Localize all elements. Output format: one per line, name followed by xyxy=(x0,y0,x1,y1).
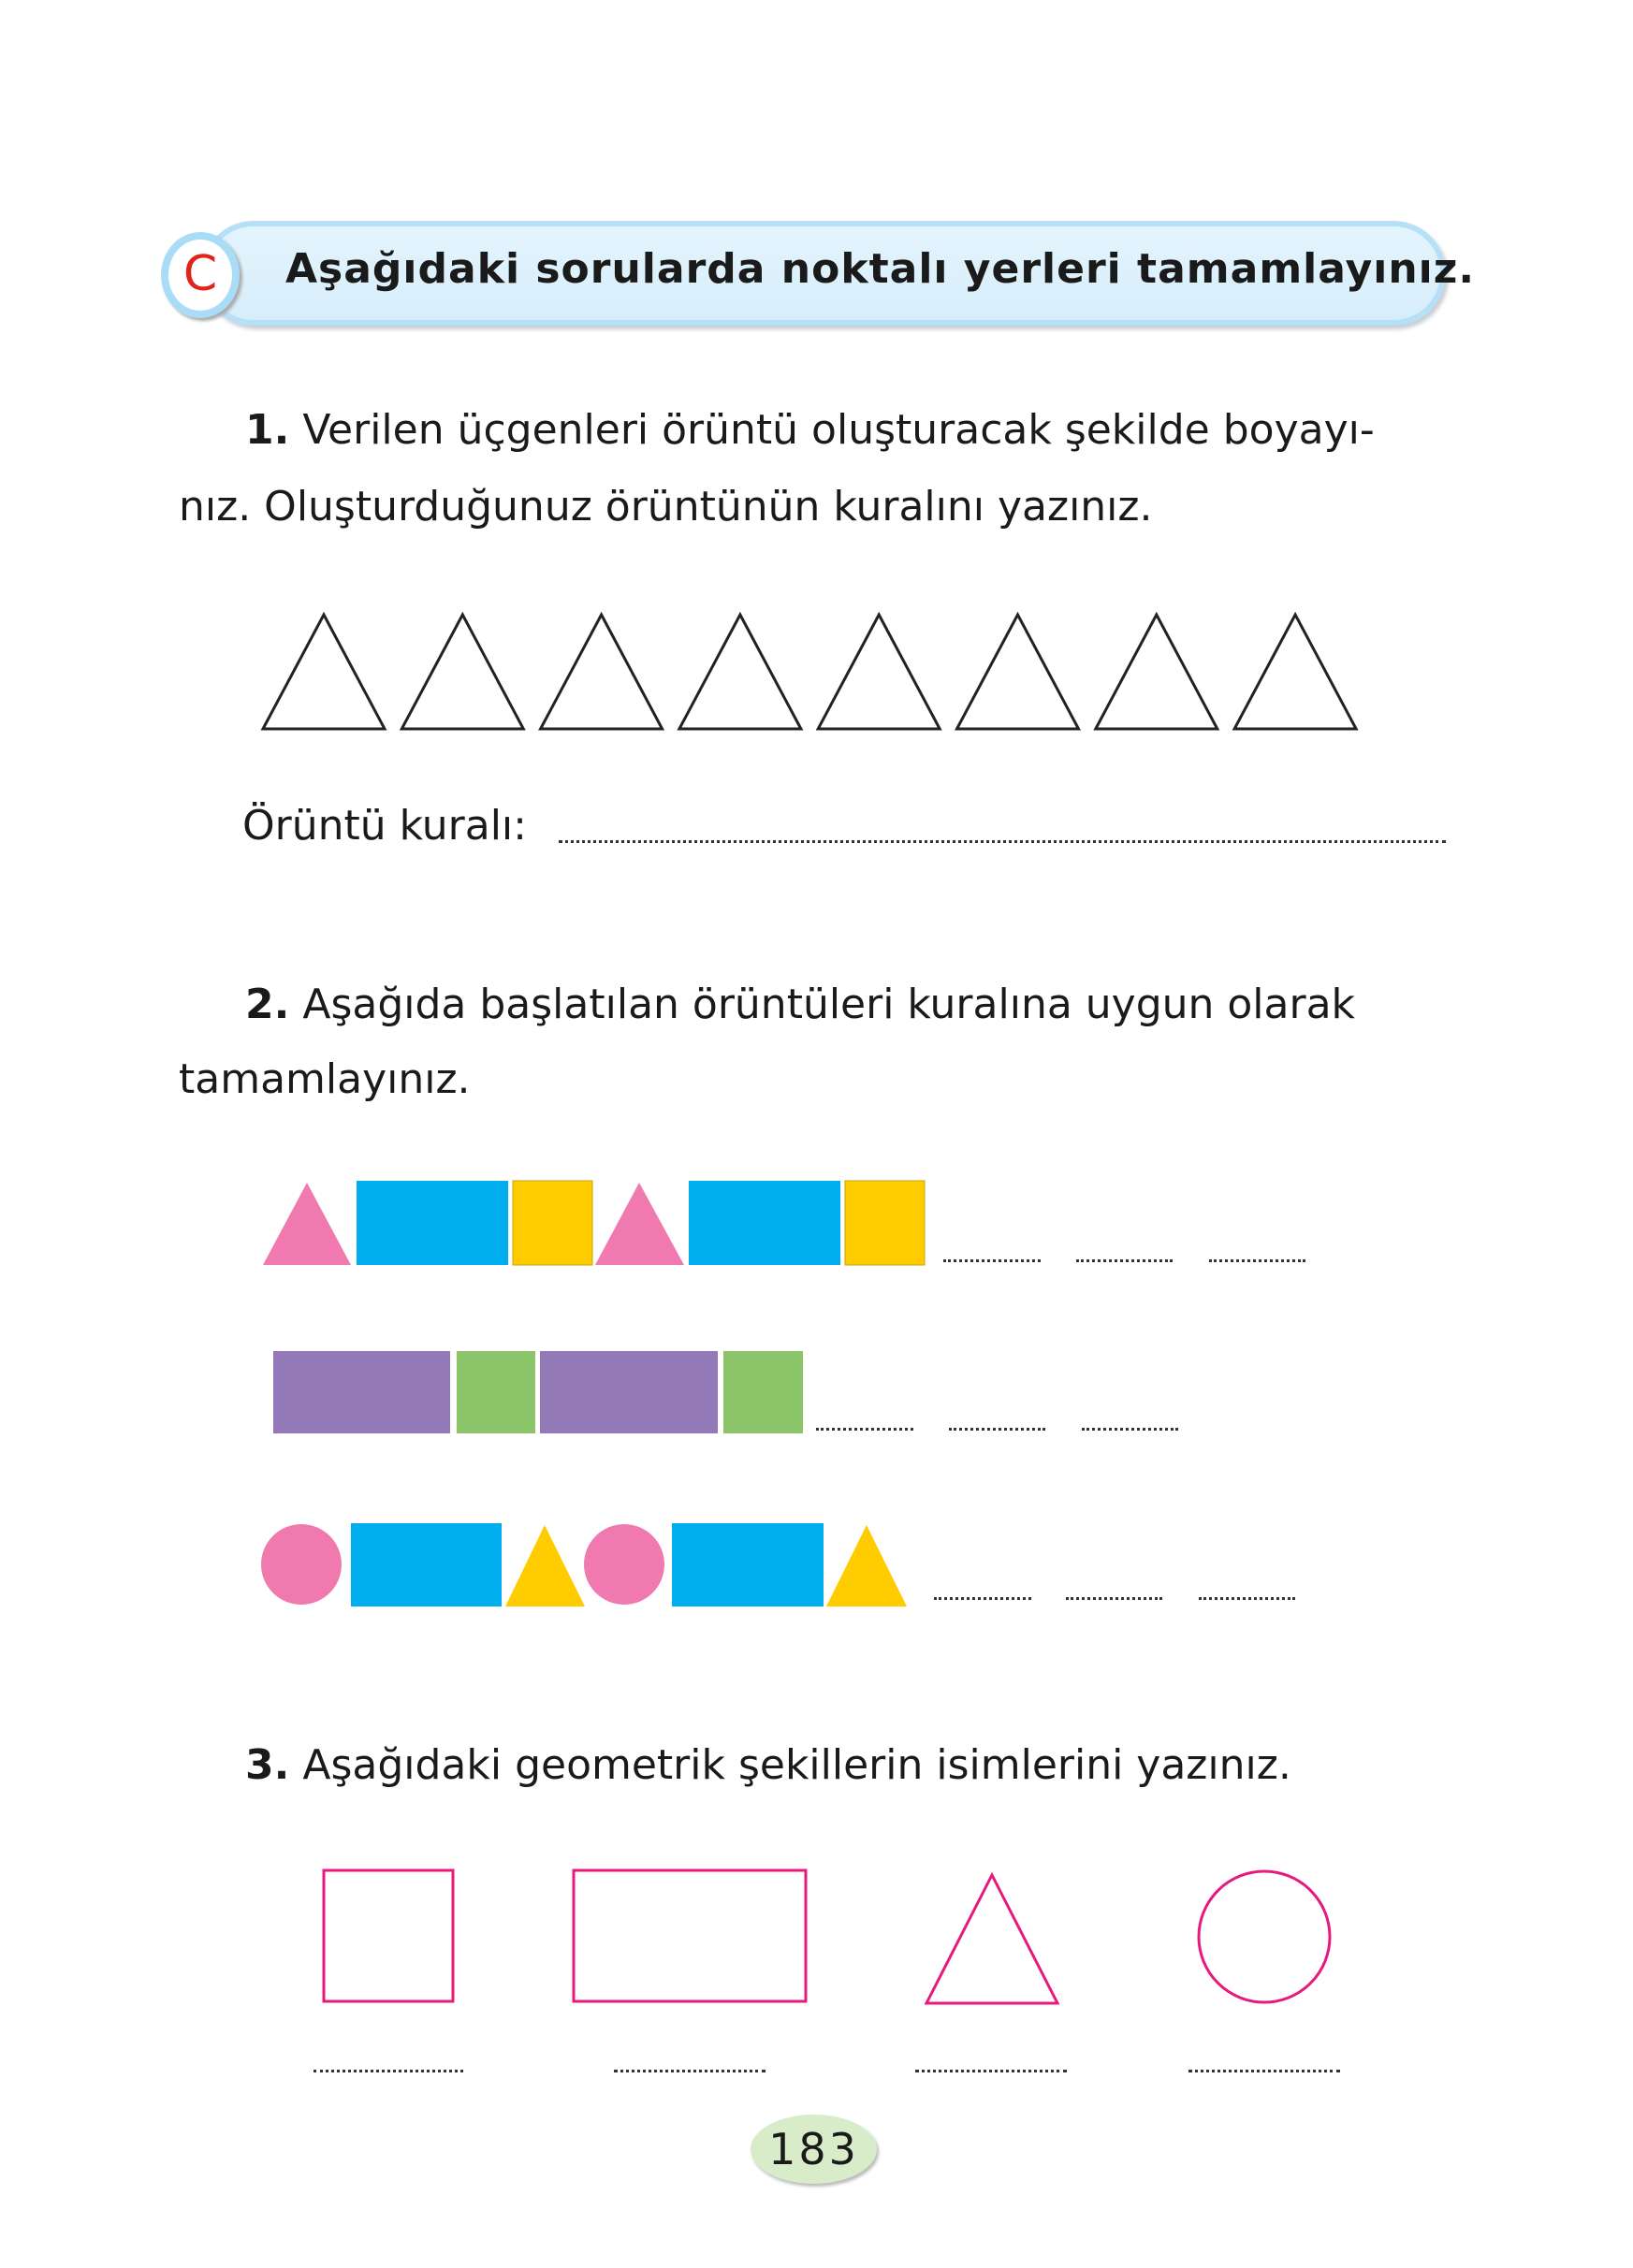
blank-triangle[interactable] xyxy=(679,615,801,729)
blank-triangle[interactable] xyxy=(818,615,940,729)
page-number: 183 xyxy=(751,2115,877,2184)
blue-rectangle xyxy=(351,1523,502,1606)
blank-triangle[interactable] xyxy=(541,615,663,729)
pink-circle xyxy=(584,1524,664,1605)
purple-rectangle xyxy=(540,1351,718,1433)
blue-rectangle xyxy=(357,1181,508,1265)
pattern-rule-label: Örüntü kuralı: xyxy=(242,802,527,850)
pink-triangle xyxy=(595,1183,684,1265)
answer-blank[interactable] xyxy=(949,1428,1045,1431)
section-title: Aşağıdaki sorularda noktalı yerleri tamamlayınız. xyxy=(285,245,1476,293)
q2-line1 xyxy=(245,981,1355,1028)
answer-blank[interactable] xyxy=(816,1428,913,1431)
blank-triangle[interactable] xyxy=(401,615,523,729)
answer-blank[interactable] xyxy=(1066,1597,1162,1600)
q1-number: 1. xyxy=(245,406,290,454)
q3-line xyxy=(245,1741,1291,1789)
outline-square xyxy=(324,1870,453,2001)
pink-circle xyxy=(261,1524,342,1605)
green-square xyxy=(723,1351,803,1433)
outline-circle xyxy=(1199,1871,1330,2002)
q3-text: Aşağıdaki geometrik şekillerin isimlerini yazınız. xyxy=(302,1741,1291,1789)
pink-triangle xyxy=(263,1183,351,1265)
shape-name-blank[interactable] xyxy=(1188,2070,1340,2072)
shape-name-blank[interactable] xyxy=(313,2070,463,2072)
purple-rectangle xyxy=(273,1351,450,1433)
pattern-rule-answer[interactable] xyxy=(559,840,1446,843)
q1-text: Verilen üçgenleri örüntü oluşturacak şekilde boyayı- xyxy=(302,406,1375,454)
green-square xyxy=(457,1351,535,1433)
shape-name-blank[interactable] xyxy=(915,2070,1067,2072)
blank-triangle[interactable] xyxy=(1234,615,1356,729)
q2-number: 2. xyxy=(245,981,290,1028)
blank-triangle[interactable] xyxy=(1096,615,1217,729)
answer-blank[interactable] xyxy=(1082,1428,1178,1431)
answer-blank[interactable] xyxy=(1076,1259,1173,1262)
section-badge: C xyxy=(161,232,240,318)
blank-triangle[interactable] xyxy=(263,615,385,729)
q2-line2: tamamlayınız. xyxy=(179,1055,471,1103)
shape-name-blank[interactable] xyxy=(614,2070,765,2072)
blue-rectangle xyxy=(672,1523,824,1606)
blue-rectangle xyxy=(689,1181,840,1265)
answer-blank[interactable] xyxy=(943,1259,1041,1262)
q2-text: Aşağıda başlatılan örüntüleri kuralına uygun olarak xyxy=(302,981,1356,1028)
outline-triangle xyxy=(926,1875,1057,2003)
q1-line2: nız. Oluşturduğunuz örüntünün kuralını yazınız. xyxy=(179,483,1153,531)
q3-number: 3. xyxy=(245,1741,290,1789)
answer-blank[interactable] xyxy=(934,1597,1031,1600)
answer-blank[interactable] xyxy=(1209,1259,1305,1262)
yellow-triangle xyxy=(505,1525,585,1606)
yellow-square xyxy=(513,1181,592,1265)
yellow-square xyxy=(845,1181,925,1265)
yellow-triangle xyxy=(826,1525,907,1606)
outline-rectangle xyxy=(574,1870,806,2001)
answer-blank[interactable] xyxy=(1199,1597,1295,1600)
blank-triangle[interactable] xyxy=(957,615,1079,729)
